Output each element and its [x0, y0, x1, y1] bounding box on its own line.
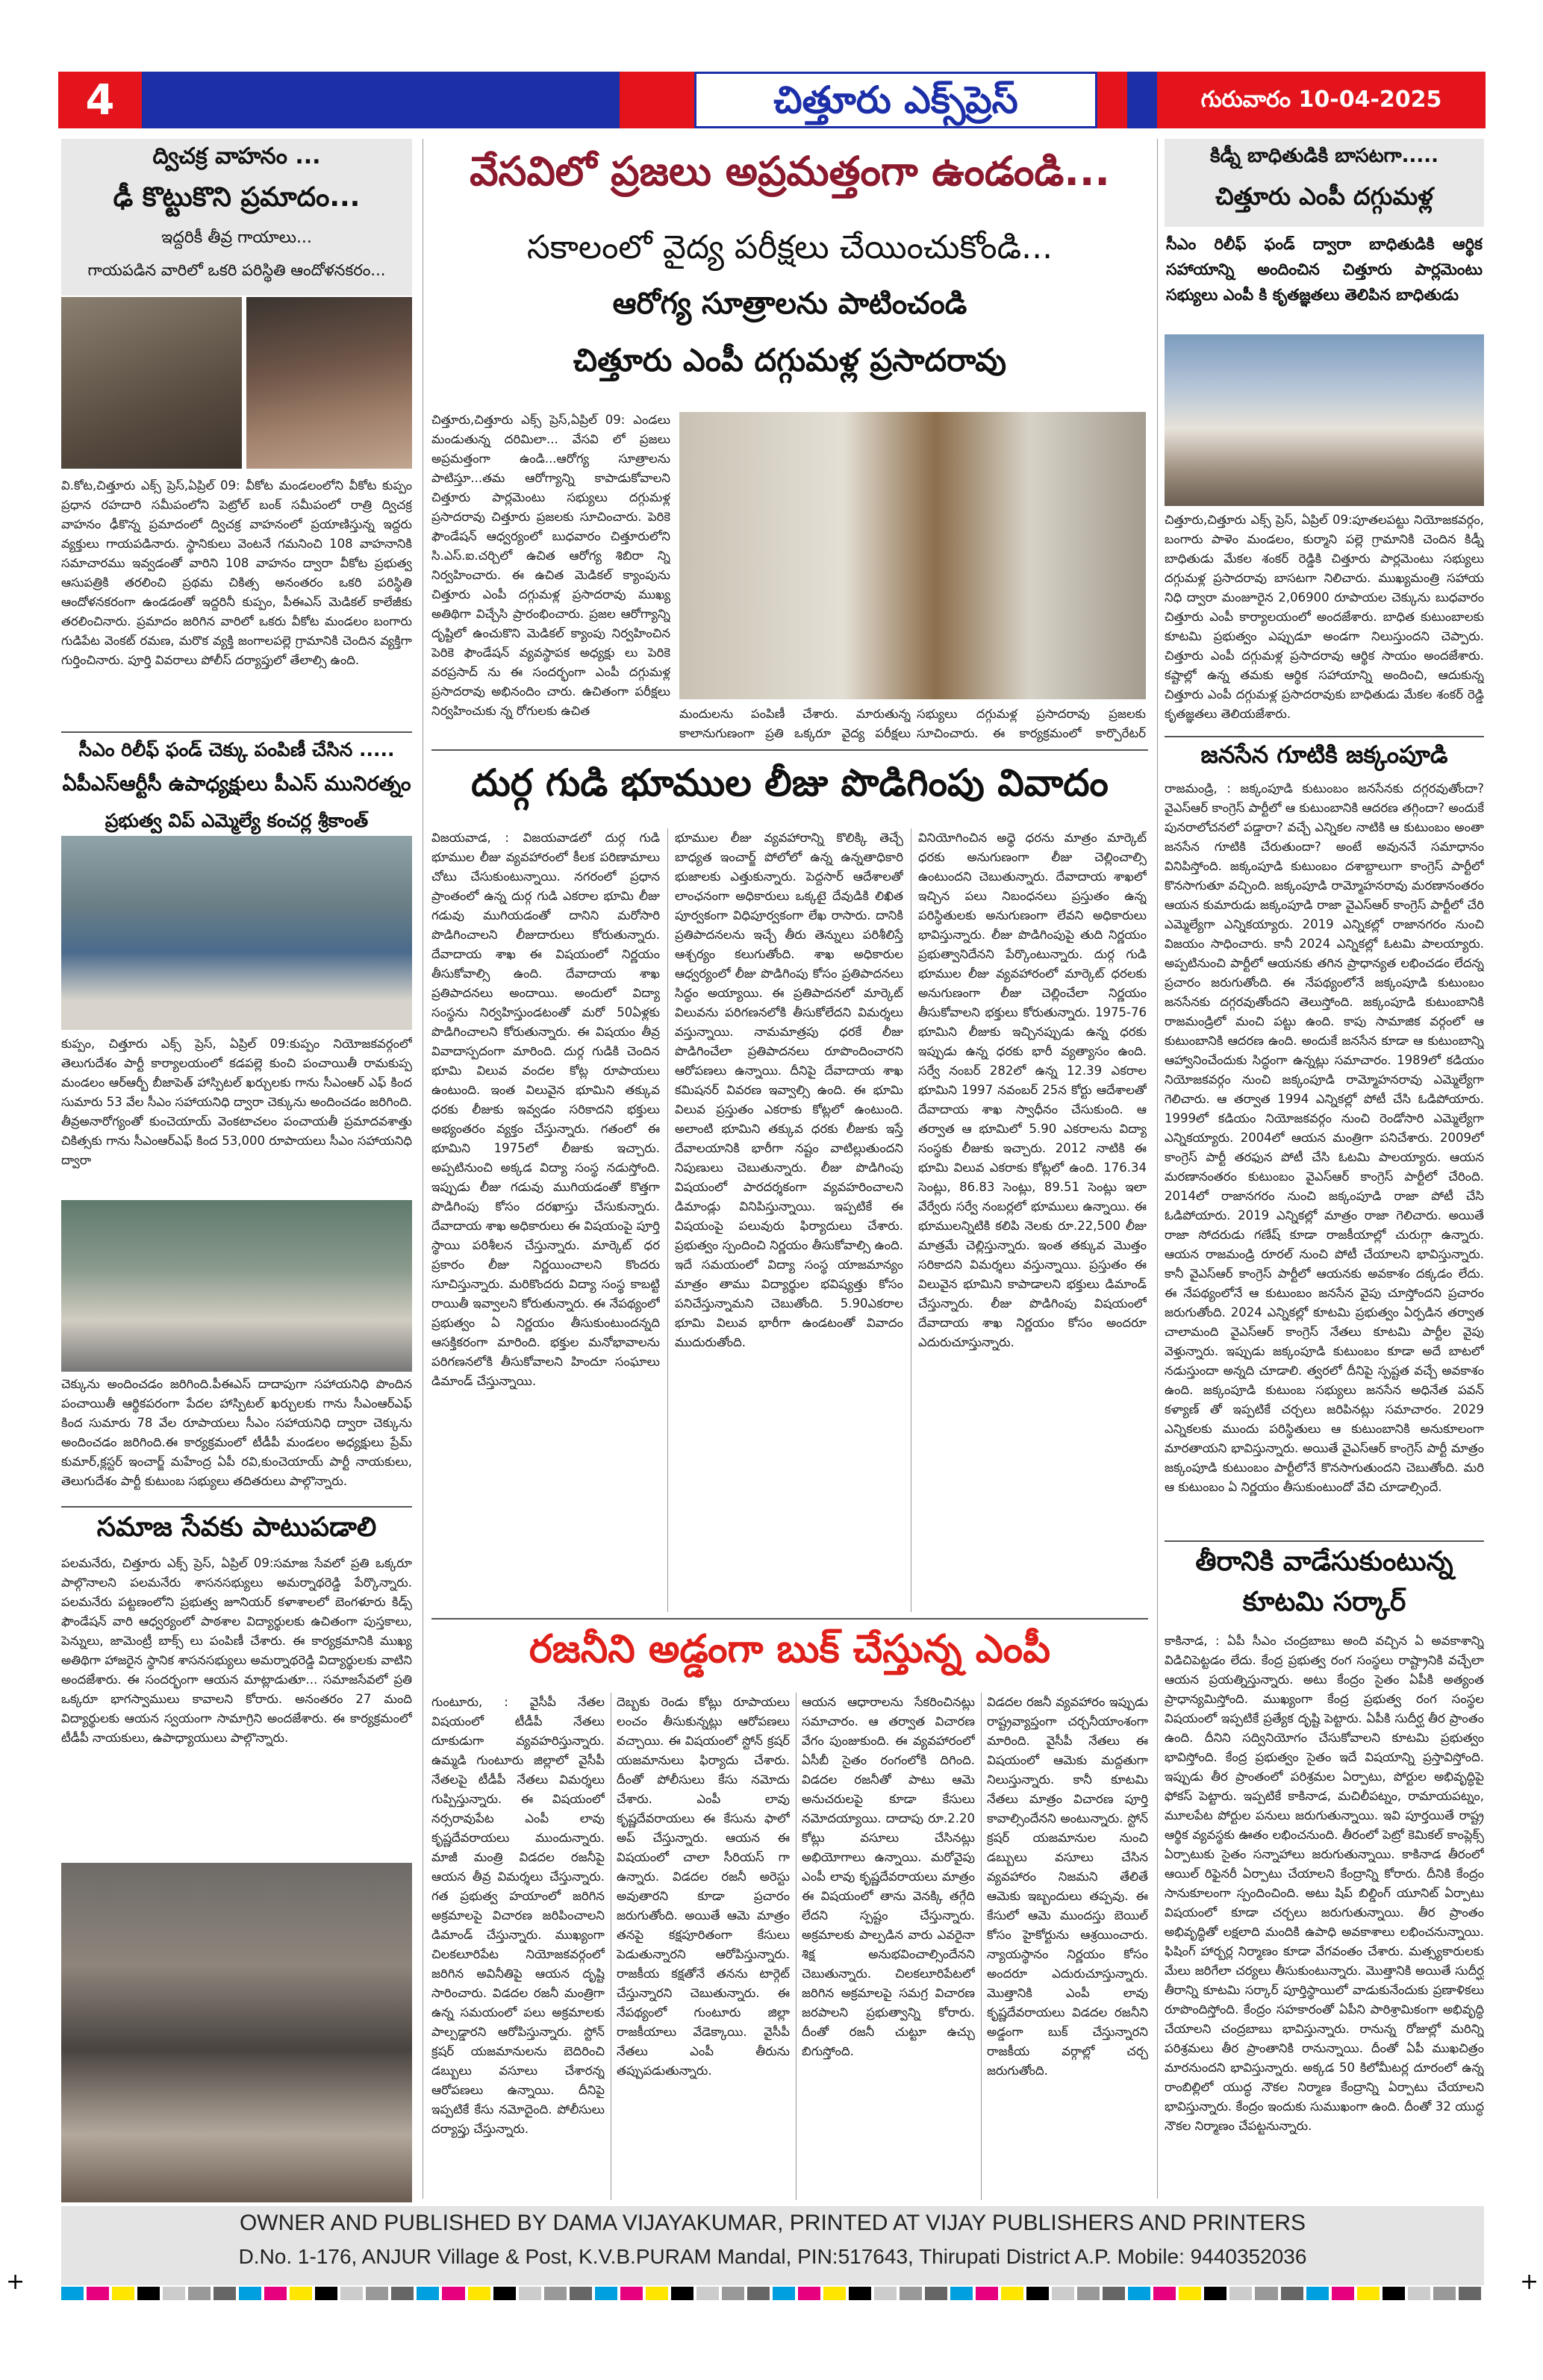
paper-name: చిత్తూరు ఎక్స్‌ప్రెస్ — [773, 78, 1018, 122]
color-bar-swatch — [519, 2287, 541, 2300]
color-bar-swatch — [671, 2287, 693, 2300]
left-story2-body — [61, 1034, 412, 1199]
color-bar-swatch — [87, 2287, 109, 2300]
lead-body-col3 — [917, 705, 1146, 746]
lead-body-col1 — [431, 410, 670, 743]
land-text-2: భూముల లీజు వ్యవహారాన్ని కొలిక్కి తెచ్చే బాధ్యత ఇంచార్జ్ పోలోలో ఉన్న ఉన్నతాధికారి భుజాలకు ఎత్తుకున్నారు. పెద్దసార్ ఆదేశాలతో లాంఛనంగా అధికారులు ఒక్కటై దేవుడికి లిఖిత పూర్వకంగా విధిపూర్వకంగా లేఖ రాసారు. దానికి ప్రతిపాదనలను ఇచ్చే తీరు తెన్నులు పరిశీలిస్తే ఆశ్చర్యం కలుగుతోంది. శాఖ అధికారుల ఆధ్వర్యంలో లీజు పొడిగింపు కోసం ప్రతిపాదనలు సిద్ధం అయ్యాయి. ఈ ప్రతిపాదనలో మార్కెట్ విలువను పరిగణనలోకి తీసుకోలేదని విమర్శలు వస్తున్నాయి. నామమాత్రపు ధరకే లీజు పొడిగించేలా ప్రతిపాదనలు రూపొందించారని ఆరోపణలు ఉన్నాయి. దీనిపై దేవాదాయ శాఖ కమిషనర్ వివరణ ఇవ్వాల్సి ఉంది. ఈ భూమి విలువ ప్రస్తుతం ఎకరాకు కోట్లలో ఉంటుంది. అలాంటి భూమిని తక్కువ ధరకు లీజుకు ఇస్తే దేవాలయానికి భారీగా నష్టం వాటిల్లుతుందని నిపుణులు చెబుతున్నారు. లీజు పొడిగింపు విషయంలో పారదర్శకంగా వ్యవహరించాలని డిమాండ్లు వినిపిస్తున్నాయి. ఇప్పటికే ఈ విషయంపై పలువురు ఫిర్యాదులు చేశారు. ప్రభుత్వం స్పందించి నిర్ణయం తీసుకోవాల్సి ఉంది. ఇదే సమయంలో విద్యా సంస్థ యాజమాన్యం మాత్రం తాము విద్యార్థుల భవిష్యత్తు కోసం పనిచేస్తున్నామని చెబుతోంది. 5.90ఎకరాల భూమి విలువ భారీగా ఉండటంతో వివాదం ముదురుతోంది. — [675, 831, 903, 1349]
color-bar-swatch — [722, 2287, 744, 2300]
color-bar-swatch — [544, 2287, 567, 2300]
left-story2-text: కుప్పం, చిత్తూరు ఎక్స్ ప్రెస్, ఏప్రిల్ 09:కుప్పం నియోజకవర్గంలో తెలుగుదేశం పార్టీ కార్యాలయంలో కడపల్లె కుంచి పంచాయితీ రామకుప్ప మండలం ఆర్ఆర్బీ బీజాపెత్ హాస్పిటల్ ఖర్చులకు గాను సీఎంఆర్ ఎఫ్ కింద సుమారు 53 వేల సీఎం సహాయనిధి ద్వారా చెక్కును అందించడం జరిగింది. తీవ్రఅనారోగ్యంతో కుంచెయాయ్ వెంకటాచలం పంచాయతీ ప్రమాదవశాత్తు చికిత్సకు గాను సీఎంఆర్ఎఫ్ కింద 53,000 రూపాయలు సీఎం సహాయనిధి ద్వారా — [61, 1037, 412, 1167]
color-bar-swatch — [1179, 2287, 1201, 2300]
color-bar-swatch — [570, 2287, 592, 2300]
cmrf-cheque-photo-2 — [61, 1200, 412, 1372]
student-distribution-photo — [61, 1863, 412, 2202]
color-bar-swatch — [213, 2287, 236, 2300]
right-story2-body — [1165, 779, 1484, 1537]
right-story2-headline: జనసేన గూటికి జక్కంపూడి — [1200, 740, 1448, 769]
color-bar-swatch — [1332, 2287, 1354, 2300]
color-bar-swatch — [747, 2287, 770, 2300]
color-bar-swatch — [1229, 2287, 1252, 2300]
rajani-body-col3 — [802, 1693, 975, 2200]
rajani-body-col1 — [431, 1693, 605, 2200]
left-story1-subhead1: ఇద్దరికీ తీవ్ర గాయాలు... — [161, 228, 312, 247]
color-bar-swatch — [1077, 2287, 1100, 2300]
lead-headline: వేసవిలో ప్రజలు అప్రమత్తంగా ఉండండి... — [470, 148, 1110, 195]
color-bar-swatch — [112, 2287, 134, 2300]
lead-rule — [431, 749, 1148, 751]
registration-mark-left: + — [6, 2269, 25, 2295]
land-body-col2 — [675, 828, 903, 1612]
left-story2-subhead: ప్రభుత్వ విప్ ఎమ్మెల్యే కంచర్ల శ్రీకాంత్ — [105, 810, 369, 831]
rajani-text-3: ఆయన ఆధారాలను సేకరించినట్లు సమాచారం. ఆ తర్వాత విచారణ వేగం పుంజుకుంది. ఈ వ్యవహారంలో ఏసీబీ సైతం రంగంలోకి దిగింది. విడదల రజనీతో పాటు ఆమె అనుచరులపై కూడా కేసులు నమోదయ్యాయి. దాదాపు రూ.2.20 కోట్లు వసూలు చేసినట్లు అభియోగాలు ఉన్నాయి. మరోవైపు ఎంపీ లావు కృష్ణదేవరాయలు మాత్రం ఈ విషయంలో తాను వెనక్కి తగ్గేది లేదని స్పష్టం చేస్తున్నారు. అక్రమాలకు పాల్పడిన వారు ఎవరైనా శిక్ష అనుభవించాల్సిందేనని చెబుతున్నారు. చిలకలూరిపేటలో జరిగిన అక్రమాలపై సమగ్ర విచారణ జరపాలని ప్రభుత్వాన్ని కోరారు. దీంతో రజనీ చుట్టూ ఉచ్చు బిగుస్తోంది. — [802, 1695, 975, 2058]
imprint-line-1: OWNER AND PUBLISHED BY DAMA VIJAYAKUMAR, PRINTED AT VIJAY PUBLISHERS AND PRINTERS — [239, 2211, 1306, 2235]
right-story3-text: కాకినాడ, : ఏపీ సీఎం చంద్రబాబు అంది వచ్చిన ఏ అవకాశాన్ని విడిచిపెట్టడం లేదు. కేంద్ర ప్రభుత్వ రంగ సంస్థలు రాష్ట్రానికి వచ్చేలా ఆయన ప్రయత్నిస్తున్నారు. అటు కేంద్రం సైతం ఏపీకి అత్యంత ప్రాధాన్యమిస్తోంది. ముఖ్యంగా కేంద్ర ప్రభుత్వ రంగ సంస్థల విషయంలో ఇప్పటికే ప్రత్యేక దృష్టి పెట్టారు. ఏపీకి సుదీర్ఘ తీర ప్రాంతం ఉంది. దీనిని సద్వినియోగం చేసుకోవాలని కూటమి ప్రభుత్వం భావిస్తోంది. కేంద్ర ప్రభుత్వం సైతం ఇదే విషయాన్ని ప్రస్తావిస్తోంది. ఇప్పుడు తీర ప్రాంతంలో పరిశ్రమల ఏర్పాటు, పోర్టుల అభివృద్ధిపై ఫోకస్ పెట్టారు. ఇప్పటికే కాకినాడ, మచిలీపట్నం, రామాయపట్నం, మూలపేట పోర్టుల పనులు జరుగుతున్నాయి. ఇవి పూర్తయితే రాష్ట్ర ఆర్థిక వ్యవస్థకు ఊతం లభించనుంది. తీరంలో పెట్రో కెమికల్ కాంప్లెక్స్ ఏర్పాటుకు సైతం సన్నాహాలు జరుగుతున్నాయి. కాకినాడ తీరంలో ఆయిల్ రిఫైనరీ ఏర్పాటు చేయాలని కేంద్రాన్ని కోరారు. దీనికి కేంద్రం సానుకూలంగా స్పందించింది. అటు షిప్ బిల్డింగ్ యూనిట్ ఏర్పాటు విషయంలో కూడా చర్చలు జరుగుతున్నాయి. తీర ప్రాంతం అభివృద్ధితో లక్షలాది మందికి ఉపాధి అవకాశాలు లభించనున్నాయి. ఫిషింగ్ హార్బర్ల నిర్మాణం కూడా వేగవంతం చేశారు. మత్స్యకారులకు మేలు జరిగేలా చర్యలు తీసుకుంటున్నారు. మొత్తానికి అయితే సుదీర్ఘ తీరాన్ని కూటమి సర్కార్ పూర్తిస్థాయిలో వాడుకునేందుకు ప్రణాళికలు రూపొందిస్తోంది. కేంద్రం సహకారంతో ఏపీని పారిశ్రామికంగా అభివృద్ధి చేయాలని చంద్రబాబు భావిస్తున్నారు. రానున్న రోజుల్లో మరిన్ని పరిశ్రమలు తీర ప్రాంతానికి రానున్నాయి. దీంతో ఏపీ ముఖచిత్రం మారనుందని భావిస్తున్నారు. అక్కడ 50 కిలోమీటర్ల దూరంలో ఉన్న రాంబిల్లిలో యుద్ధ నౌకల నిర్మాణ కేంద్రాన్ని ఏర్పాటు చేయాలని భావిస్తున్నారు. కేంద్రం ఇందుకు సుముఖంగా ఉంది. దీంతో 32 యుద్ధ నౌకల నిర్మాణం చేపట్టనున్నారు. — [1165, 1634, 1484, 2133]
right-story3-headline-2: కూటమి సర్కార్ — [1242, 1587, 1406, 1617]
print-color-bar — [61, 2287, 1484, 2300]
land-body-col3 — [918, 828, 1147, 1612]
lead-body-col2 — [679, 705, 911, 746]
color-bar-swatch — [417, 2287, 439, 2300]
rajani-text-4: విడదల రజనీ వ్యవహారం ఇప్పుడు రాష్ట్రవ్యాప్తంగా చర్చనీయాంశంగా మారింది. వైసీపీ నేతలు ఈ విషయంలో ఆమెకు మద్దతుగా నిలుస్తున్నారు. కానీ కూటమి నేతలు మాత్రం విచారణ పూర్తి కావాల్సిందేనని అంటున్నారు. స్టోన్ క్రషర్ యజమానుల నుంచి డబ్బులు వసూలు చేసిన వ్యవహారం నిజమని తేలితే ఆమెకు ఇబ్బందులు తప్పవు. ఈ కేసులో ఆమె ముందస్తు బెయిల్ కోసం హైకోర్టును ఆశ్రయించారు. న్యాయస్థానం నిర్ణయం కోసం అందరూ ఎదురుచూస్తున్నారు. మొత్తానికి ఎంపీ లావు కృష్ణదేవరాయలు విడదల రజనీని అడ్డంగా బుక్ చేస్తున్నారని రాజకీయ వర్గాల్లో చర్చ జరుగుతోంది. — [987, 1695, 1148, 2078]
color-bar-swatch — [1459, 2287, 1481, 2300]
page-number: 4 — [85, 76, 115, 125]
left-story2-body2 — [61, 1375, 412, 1505]
left-story2-kicker: సీఎం రిలీఫ్ ఫండ్ చెక్కు పంపిణీ చేసిన ..... — [78, 739, 395, 760]
land-headline: దుర్గ గుడి భూముల లీజు పొడిగింపు వివాదం — [471, 761, 1109, 805]
color-bar-swatch — [315, 2287, 337, 2300]
color-bar-swatch — [620, 2287, 643, 2300]
injured-person-photo — [61, 297, 242, 469]
masthead — [58, 72, 1486, 128]
left-story1-kicker: ద్విచక్ర వాహనం ... — [152, 143, 321, 169]
left-rule2 — [61, 1506, 412, 1508]
land-text-1: విజయవాడ, : విజయవాడలో దుర్గ గుడి భూముల లీజు వ్యవహారంలో కీలక పరిణామాలు చోటు చేసుకుంటున్నాయి. నగరంలో ప్రధాన ప్రాంతంలో ఉన్న దుర్గ గుడి ఎకరాల భూమి లీజు గడువు ముగియడంతో దానిని మరోసారి పొడిగించాలని లీజుదారులు కోరుతున్నారు. దేవాదాయ శాఖ ఈ విషయంలో నిర్ణయం తీసుకోవాల్సి ఉంది. దేవాదాయ శాఖ ప్రతిపాదనలు అందాయి. అందులో విద్యా సంస్థను నిర్వహిస్తుండటంతో మరో 50ఏళ్లకు పొడిగించాలని కోరుతున్నారు. ఈ విషయం తీవ్ర వివాదాస్పదంగా మారింది. దుర్గ గుడికి చెందిన భూమి విలువ వందల కోట్ల రూపాయలు ఉంటుంది. ఇంత విలువైన భూమిని తక్కువ ధరకు లీజుకు ఇవ్వడం సరికాదని భక్తులు అభ్యంతరం వ్యక్తం చేస్తున్నారు. గతంలో ఈ భూమిని 1975లో లీజుకు ఇచ్చారు. అప్పటినుంచి అక్కడ విద్యా సంస్థ నడుస్తోంది. ఇప్పుడు లీజు గడువు ముగియడంతో కొత్తగా పొడిగింపు కోసం దరఖాస్తు చేసుకున్నారు. దేవాదాయ శాఖ అధికారులు ఈ విషయంపై పూర్తి స్థాయి పరిశీలన చేస్తున్నారు. మార్కెట్ ధర ప్రకారం లీజు నిర్ణయించాలని కొందరు సూచిస్తున్నారు. మరికొందరు విద్యా సంస్థ కాబట్టి రాయితీ ఇవ్వాలని కోరుతున్నారు. ఈ నేపథ్యంలో ప్రభుత్వం ఏ నిర్ణయం తీసుకుంటుందన్నది ఆసక్తికరంగా మారింది. భక్తుల మనోభావాలను పరిగణనలోకి తీసుకోవాలని హిందూ సంఘాలు డిమాండ్ చేస్తున్నాయి. — [431, 831, 660, 1388]
right-story1-text: చిత్తూరు,చిత్తూరు ఎక్స్ ప్రెస్, ఏప్రిల్ 09:పూతలపట్టు నియోజకవర్గం, బంగారు పాళెం మండలం, కుర్మాని పల్లె గ్రామానికి చెందిన కిడ్నీ బాధితుడు మేకల శంకర్ రెడ్డికి చిత్తూరు పార్లమెంటు సభ్యులు దగ్గుమళ్ల ప్రసాదరావు బాసటగా నిలిచారు. ముఖ్యమంత్రి సహాయ నిధి ద్వారా మంజూరైన 2,06900 రూపాయల చెక్కును బుధవారం చిత్తూరు ఎంపీ కార్యాలయంలో అందజేశారు. బాధిత కుటుంబాలకు కూటమి ప్రభుత్వం ఎప్పుడూ అండగా నిలుస్తుందని చెప్పారు. చిత్తూరు ఎంపీ దగ్గుమళ్ల ప్రసాదరావు ఆర్థిక సాయం అందజేశారు. కష్టాల్లో ఉన్న తమకు ఆర్థిక సహాయాన్ని అందించి, ఆదుకున్న చిత్తూరు ఎంపీ దగ్గుమళ్ల ప్రసాదరావుకు బాధితుడు మేకల శంకర్ రెడ్డి కృతజ్ఞతలు తెలియజేశారు. — [1165, 513, 1484, 721]
color-bar-swatch — [239, 2287, 261, 2300]
color-bar-swatch — [442, 2287, 464, 2300]
color-bar-swatch — [366, 2287, 388, 2300]
color-bar-swatch — [1052, 2287, 1074, 2300]
color-bar-swatch — [696, 2287, 719, 2300]
injured-face-photo — [246, 297, 412, 469]
color-bar-swatch — [1026, 2287, 1049, 2300]
rajani-text-2: దెబ్బకు రెండు కోట్లు రూపాయలు లంచం తీసుకున్నట్లు ఆరోపణలు వచ్చాయి. ఈ విషయంలో స్టోన్ క్రషర్ యజమానులు ఫిర్యాదు చేశారు. దీంతో పోలీసులు కేసు నమోదు చేశారు. ఎంపీ లావు కృష్ణదేవరాయలు ఈ కేసును ఫాలో అప్ చేస్తున్నారు. ఆయన ఈ విషయంలో చాలా సీరియస్ గా ఉన్నారు. విడదల రజనీ అరెస్టు అవుతారని కూడా ప్రచారం జరుగుతోంది. అయితే ఆమె మాత్రం తనపై కక్షపూరితంగా కేసులు పెడుతున్నారని ఆరోపిస్తున్నారు. రాజకీయ కక్షతోనే తనను టార్గెట్ చేస్తున్నారని చెబుతున్నారు. ఈ నేపథ్యంలో గుంటూరు జిల్లా రాజకీయాలు వేడెక్కాయి. వైసీపీ నేతలు ఎంపీ తీరును తప్పుపడుతున్నారు. — [617, 1695, 790, 2078]
color-bar-swatch — [493, 2287, 516, 2300]
land-body-col1 — [431, 828, 660, 1612]
color-bar-swatch — [1001, 2287, 1023, 2300]
color-bar-swatch — [163, 2287, 185, 2300]
rajani-body-col2 — [617, 1693, 790, 2200]
left-story1-headline: ఢీ కొట్టుకొని ప్రమాదం... — [113, 182, 361, 213]
lead-text-2: మందులను పంపిణీ చేశారు. మారుతున్న కాలానుగుణంగా ప్రతి ఒక్కరూ వైద్య పరీక్షలు — [679, 707, 911, 740]
color-bar-swatch — [900, 2287, 922, 2300]
right-story3-body — [1165, 1631, 1484, 2199]
rajani-headline: రజనీని అడ్డంగా బుక్ చేస్తున్న ఎంపీ — [529, 1627, 1051, 1672]
cmrf-cheque-photo-1 — [61, 836, 412, 1030]
color-bar-swatch — [773, 2287, 795, 2300]
land-text-3: వినియోగించిన అధ్ధె ధరను మాత్రం మార్కెట్ ధరకు అనుగుణంగా లీజు చెల్లించాల్సి ఉంటుందని చెబుతున్నారు. దేవాదాయ శాఖలో ఇచ్చిన పలు నిబంధనలు ప్రస్తుతం ఉన్న పరిస్థితులకు అనుగుణంగా లేవని అధికారులు భావిస్తున్నారు. లీజు పొడిగింపుపై తుది నిర్ణయం ప్రభుత్వానిదేనని పేర్కొంటున్నారు. దుర్గ గుడి భూముల లీజు వ్యవహారంలో మార్కెట్ ధరలకు అనుగుణంగా లీజు చెల్లించేలా నిర్ణయం తీసుకోవాలని భక్తులు కోరుతున్నారు. 1975-76 భూమిని లీజుకు ఇచ్చినప్పుడు ఉన్న ధరకు ఇప్పుడు ఉన్న ధరకు భారీ వ్యత్యాసం ఉంది. సర్వే నంబర్ 282లో ఉన్న 12.39 ఎకరాల భూమిని 1997 నవంబర్ 25న కోర్టు ఆదేశాలతో దేవాదాయ శాఖ స్వాధీనం చేసుకుంది. ఆ తర్వాత ఆ భూమిలో 5.90 ఎకరాలను విద్యా సంస్థకు లీజుకు ఇచ్చారు. 2012 నాటికి ఈ భూమి విలువ ఎకరాకు కోట్లలో ఉంది. 176.34 సెంట్లు, 86.83 సెంట్లు, 89.51 సెంట్లు ఇలా వేర్వేరు సర్వే నంబర్లలో భూములు ఉన్నాయి. ఈ భూములన్నిటికి కలిపి నెలకు రూ.22,500 లీజు మాత్రమే చెల్లిస్తున్నారు. ఇంత తక్కువ మొత్తం సరికాదని విమర్శలు వస్తున్నాయి. ప్రస్తుతం ఈ విలువైన భూమిని కాపాడాలని భక్తులు డిమాండ్ చేస్తున్నారు. లీజు పొడిగింపు విషయంలో దేవాదాయ శాఖ నిర్ణయం కోసం అందరూ ఎదురుచూస్తున్నారు. — [918, 831, 1147, 1349]
color-bar-swatch — [823, 2287, 846, 2300]
left-story3-body — [61, 1554, 412, 1858]
right-story3-headline-1: తీరానికి వాడేసుకుంటున్న — [1195, 1546, 1453, 1577]
color-bar-swatch — [1281, 2287, 1303, 2300]
color-bar-swatch — [1357, 2287, 1380, 2300]
right-story1-headline: చిత్తూరు ఎంపీ దగ్గుమళ్ల — [1215, 182, 1433, 210]
lead-deck-3: చిత్తూరు ఎంపీ దగ్గుమళ్ల ప్రసాదరావు — [573, 342, 1007, 378]
rajani-body-col4 — [987, 1693, 1148, 2200]
color-bar-swatch — [1103, 2287, 1125, 2300]
right-rule1 — [1165, 736, 1484, 737]
left-story1-subhead2: గాయపడిన వారిలో ఒకరి పరిస్థితి ఆందోళనకరం... — [87, 261, 386, 279]
land-rule — [431, 1618, 1148, 1620]
color-bar-swatch — [1306, 2287, 1329, 2300]
color-bar-swatch — [468, 2287, 490, 2300]
left-story3-headline: సమాజ సేవకు పాటుపడాలి — [96, 1512, 377, 1543]
left-story1-body — [61, 476, 412, 730]
left-story3-text: పలమనేరు, చిత్తూరు ఎక్స్ ప్రెస్, ఏప్రిల్ 09:సమాజ సేవలో ప్రతి ఒక్కరూ పాల్గొనాలని పలమనేరు శాసనసభ్యులు అమర్నాథరెడ్డి పేర్కొన్నారు. పలమనేరు పట్టణంలోని ప్రభుత్వ జూనియర్ కళాశాలలో బెంగళూరు కిడ్స్ ఫౌండేషన్ వారి ఆధ్వర్యంలో పాఠశాల విద్యార్థులకు ఉచితంగా పుస్తకాలు, పెన్నులు, జామెంట్రీ బాక్స్ లు పంపిణీ చేశారు. ఈ కార్యక్రమానికి ముఖ్య అతిథిగా హాజరైన స్థానిక శాసనసభ్యులు అమర్నాథరెడ్డి విద్యార్థులకు వాటిని అందజేశారు. ఈ సందర్భంగా ఆయన మాట్లాడుతూ... సమాజసేవలో ప్రతి ఒక్కరూ భాగస్వాములు కావాలని కోరారు. అనంతరం 27 మంది విద్యార్థులకు ఆయన స్వయంగా సామాగ్రిని అందజేశారు. ఈ కార్యక్రమంలో టీడీపీ నాయకులు, ఉపాధ్యాయులు పాల్గొన్నారు. — [61, 1556, 412, 1745]
color-bar-swatch — [849, 2287, 871, 2300]
color-bar-swatch — [391, 2287, 414, 2300]
mp-cheque-handover-photo — [679, 412, 1146, 699]
lead-deck-2: ఆరోగ్య సూత్రాలను పాటించండి — [612, 287, 967, 321]
right-col-divider — [1157, 139, 1158, 2199]
color-bar-swatch — [925, 2287, 947, 2300]
left-story1-text: వి.కోట,చిత్తూరు ఎక్స్ ప్రెస్,ఏప్రిల్ 09: వీకోట మండలంలోని వీకోట కుప్పం ప్రధాన రహదారి సమీపంలోని పెట్రోల్ బంక్ సమీపంలో రాత్రి ద్విచక్ర వాహనం ఢీకొన్న ప్రమాదంలో ద్విచక్ర వాహనంలో ప్రయాణిస్తున్న ఇద్దరు వ్యక్తులు గాయపడినారు. స్థానికులు వెంటనే గమనించి 108 వాహనానికి సమాచారము ఇవ్వడంతో వారిని 108 వాహనం ద్వారా వీకోట ప్రభుత్వ ఆసుపత్రికి తరలించి ప్రథమ చికిత్స అనంతరం ఒకరి పరిస్థితి ఆందోళనకరంగా ఉండడంతో ఇద్దరినీ కుప్పం, పీఈఎస్ మెడికల్ కాలేజీకు తరలించినారు. ప్రమాదం జరిగిన వారిలో ఒకరు వీకోట మండలం బంగారు గుడిపేట వెంకట్ రమణ, మరొక వ్యక్తి జంగాలపల్లె గ్రామానికి చెందిన వ్యక్తిగా గుర్తించినారు. పూర్తి వివరాలు పోలీస్ దర్యాప్తులో తేలాల్సి ఉంది. — [61, 478, 412, 667]
registration-mark-right: + — [1520, 2269, 1539, 2295]
left-rule1 — [61, 731, 412, 733]
color-bar-swatch — [976, 2287, 998, 2300]
right-story1-deck: సీఎం రిలీఫ్ ఫండ్ ద్వారా బాధితుడికి ఆర్థిక సహాయాన్ని అందించిన చిత్తూరు పార్లమెంటు సభ్యులు ఎంపీ కి కృతజ్ఞతలు తెలిపిన బాధితుడు — [1166, 235, 1483, 304]
lead-deck-1: సకాలంలో వైద్య పరీక్షలు చేయించుకోండి... — [526, 228, 1053, 266]
right-story1-body — [1165, 510, 1484, 734]
kidney-patient-cheque-photo — [1165, 334, 1484, 506]
right-rule2 — [1165, 1540, 1484, 1542]
color-bar-swatch — [137, 2287, 160, 2300]
lead-text-1: చిత్తూరు,చిత్తూరు ఎక్స్ ప్రెస్,ఏప్రిల్ 09: ఎండలు మండుతున్న దరిమిలా... వేసవి లో ప్రజలు అప్రమత్తంగా ఉండి...ఆరోగ్య సూత్రాలను పాటిస్తూ...తమ ఆరోగ్యాన్ని కాపాడుకోవాలని చిత్తూరు పార్లమెంటు సభ్యులు దగ్గుమళ్ల ప్రసాదరావు చిత్తూరు ప్రజలకు సూచించారు. పెరికె ఫౌండేషన్ ఆధ్వర్యంలో బుధవారం చిత్తూరులోని సి.ఎస్.ఐ.చర్చిలో ఉచిత ఆరోగ్య శిబిరా న్ని నిర్వహించారు. ఈ ఉచిత మెడికల్ క్యాంపును చిత్తూరు ఎంపీ దగ్గుమళ్ల ప్రసాదరావు ముఖ్య అతిథిగా విచ్చేసి ప్రారంభించారు. ప్రజల ఆరోగ్యాన్ని దృష్టిలో ఉంచుకొని మెడికల్ క్యాంపు నిర్వహించిన పెరికె ఫౌండేషన్ వ్యవస్థాపక అధ్యక్షు లు పెరికె వరప్రసాద్ ను ఈ సందర్భంగా ఎంపీ దగ్గుమళ్ల ప్రసాదరావు అభినందిం చారు. ఉచితంగా పరీక్షలు నిర్వహించుకు న్న రోగులకు ఉచిత — [431, 413, 670, 718]
color-bar-swatch — [798, 2287, 820, 2300]
color-bar-swatch — [1204, 2287, 1226, 2300]
color-bar-swatch — [1128, 2287, 1150, 2300]
color-bar-swatch — [1383, 2287, 1405, 2300]
land-col-divider-1 — [667, 828, 668, 1612]
masthead-bar-blue-left — [142, 72, 620, 128]
color-bar-swatch — [1408, 2287, 1430, 2300]
color-bar-swatch — [646, 2287, 668, 2300]
color-bar-swatch — [595, 2287, 617, 2300]
rajani-col-divider-2 — [796, 1693, 797, 2200]
left-story2-text2: చెక్కును అందించడం జరిగింది.పీఈఎస్ దాదాపుగా సహాయనిధి పొందిన పంచాయితీ ఆర్థికపరంగా పేదల హాస్పిటల్ ఖర్చులకు గాను సీఎంఆర్ఎఫ్ కింద సుమారు 78 వేల రూపాయలు సీఎం సహాయనిధి ద్వారా చెక్కును అందించడం జరిగింది.ఈ కార్యక్రమంలో టీడీపీ మండలం అధ్యక్షులు ప్రేమ్ కుమార్,క్లస్టర్ ఇంచార్జ్ మహేంద్ర ఏపీ రవి,కుంచెయాయ్ పార్టీ నాయకులు, తెలుగుదేశం పార్టీ కుటుంబ సభ్యులు తదితరులు పాల్గొన్నారు. — [61, 1377, 412, 1488]
color-bar-swatch — [340, 2287, 363, 2300]
color-bar-swatch — [264, 2287, 287, 2300]
rajani-col-divider-3 — [981, 1693, 982, 2200]
color-bar-swatch — [874, 2287, 897, 2300]
masthead-bar-blue-right — [1127, 72, 1157, 128]
masthead-bar-red-left — [620, 72, 694, 128]
rajani-text-1: గుంటూరు, : వైసీపీ నేతల విషయంలో టీడీపీ నేతలు దూకుడుగా వ్యవహరిస్తున్నారు. ఉమ్మడి గుంటూరు జిల్లాలో వైసీపీ నేతలపై టీడీపీ నేతలు విమర్శలు గుప్పిస్తున్నారు. ఈ విషయంలో నర్సరావుపేట ఎంపీ లావు కృష్ణదేవరాయలు ముందున్నారు. మాజీ మంత్రి విడదల రజనీపై ఆయన తీవ్ర విమర్శలు చేస్తున్నారు. గత ప్రభుత్వ హయాంలో జరిగిన అక్రమాలపై విచారణ జరిపించాలని డిమాండ్ చేస్తున్నారు. ముఖ్యంగా చిలకలూరిపేట నియోజకవర్గంలో జరిగిన అవినీతిపై ఆయన దృష్టి సారించారు. విడదల రజనీ మంత్రిగా ఉన్న సమయంలో పలు అక్రమాలకు పాల్పడ్డారని ఆరోపిస్తున్నారు. స్టోన్ క్రషర్ యజమానులను బెదిరించి డబ్బులు వసూలు చేశారన్న ఆరోపణలు ఉన్నాయి. దీనిపై ఇప్పటికే కేసు నమోదైంది. పోలీసులు దర్యాప్తు చేస్తున్నారు. — [431, 1695, 605, 2136]
color-bar-swatch — [290, 2287, 312, 2300]
color-bar-swatch — [950, 2287, 973, 2300]
color-bar-swatch — [1433, 2287, 1456, 2300]
color-bar-swatch — [188, 2287, 211, 2300]
right-story2-text: రాజమండ్రి, : జక్కంపూడి కుటుంబం జనసేనకు దగ్గరవుతోందా? వైఎస్ఆర్ కాంగ్రెస్ పార్టీలో ఆ కుటుంబానికి ఆదరణ తగ్గిందా? అందుకే పునరాలోచనలో పడ్డారా? వచ్చే ఎన్నికల నాటికి ఆ కుటుంబం అంతా జనసేన గూటికి చేరుతుందా? అంటే అవుననే సమాధానం వినిపిస్తోంది. జక్కంపూడి కుటుంబం దశాబ్దాలుగా కాంగ్రెస్ పార్టీలో కొనసాగుతూ వచ్చింది. జక్కంపూడి రామ్మోహనరావు మరణానంతరం ఆయన కుమారుడు జక్కంపూడి రాజా వైఎస్ఆర్ కాంగ్రెస్ పార్టీలో చేరి ఎమ్మెల్యేగా ఎన్నికయ్యారు. 2019 ఎన్నికల్లో రాజానగరం నుంచి విజయం సాధించారు. కానీ 2024 ఎన్నికల్లో ఓటమి పాలయ్యారు. అప్పటినుంచి పార్టీలో ఆయనకు తగిన ప్రాధాన్యత లభించడం లేదన్న ప్రచారం జరుగుతోంది. ఈ నేపథ్యంలోనే జక్కంపూడి కుటుంబం జనసేనకు దగ్గరవుతోందని తెలుస్తోంది. జక్కంపూడి కుటుంబానికి రాజమండ్రిలో మంచి పట్టు ఉంది. కాపు సామాజిక వర్గంలో ఆ కుటుంబానికి ఆదరణ ఉంది. అందుకే జనసేన కూడా ఆ కుటుంబాన్ని ఆహ్వానించేందుకు సిద్ధంగా ఉన్నట్లు సమాచారం. 1989లో కడియం నియోజకవర్గం నుంచి జక్కంపూడి రామ్మోహనరావు ఎమ్మెల్యేగా గెలిచారు. ఆ తర్వాత 1994 ఎన్నికల్లో పోటీ చేసి ఓడిపోయారు. 1999లో కడియం నియోజకవర్గం నుంచి రెండోసారి ఎమ్మెల్యేగా ఎన్నికయ్యారు. 2004లో ఆయన మంత్రిగా పనిచేశారు. 2009లో కాంగ్రెస్ పార్టీ తరఫున పోటీ చేసి ఓటమి పాలయ్యారు. ఆయన మరణానంతరం కుటుంబం వైఎస్ఆర్ కాంగ్రెస్ పార్టీలో చేరింది. 2014లో రాజానగరం నుంచి జక్కంపూడి రాజా పోటీ చేసి ఓడిపోయారు. 2019 ఎన్నికల్లో మాత్రం రాజా గెలిచారు. అయితే రాజా సోదరుడు గణేష్ కూడా రాజకీయాల్లో చురుగ్గా ఉన్నారు. ఆయన రాజమండ్రి రూరల్ నుంచి పోటీ చేయాలని భావిస్తున్నారు. కానీ వైఎస్ఆర్ కాంగ్రెస్ పార్టీలో ఆయనకు అవకాశం దక్కడం లేదు. ఈ నేపథ్యంలోనే ఆ కుటుంబం జనసేన వైపు చూస్తోందని ప్రచారం జరుగుతోంది. 2024 ఎన్నికల్లో కూటమి ప్రభుత్వం ఏర్పడిన తర్వాత చాలామంది వైఎస్ఆర్ కాంగ్రెస్ నేతలు కూటమి పార్టీల వైపు వెళ్తున్నారు. ఇప్పుడు జక్కంపూడి కుటుంబం కూడా అదే బాటలో నడుస్తుందా అన్నది చూడాలి. త్వరలో దీనిపై స్పష్టత వచ్చే అవకాశం ఉంది. జక్కంపూడి కుటుంబ సభ్యులు జనసేన అధినేత పవన్ కళ్యాణ్ తో ఇప్పటికే చర్చలు జరిపినట్లు సమాచారం. 2029 ఎన్నికలకు ముందు పరిస్థితులు ఆ కుటుంబానికి అనుకూలంగా మారతాయని భావిస్తున్నారు. అయితే వైఎస్ఆర్ కాంగ్రెస్ పార్టీ మాత్రం జక్కంపూడి కుటుంబం పార్టీలోనే కొనసాగుతుందని చెబుతోంది. మరి ఆ కుటుంబం ఏ నిర్ణయం తీసుకుంటుందో వేచి చూడాల్సిందే. — [1165, 781, 1484, 1494]
color-bar-swatch — [1153, 2287, 1176, 2300]
color-bar-swatch — [1255, 2287, 1277, 2300]
masthead-bar-red-right — [1097, 72, 1127, 128]
issue-date: గురువారం 10-04-2025 — [1200, 87, 1442, 113]
imprint-line-2: D.No. 1-176, ANJUR Village & Post, K.V.B.PURAM Mandal, PIN:517643, Thirupati District A.P. Mobile: 9440352036 — [238, 2245, 1307, 2268]
lead-text-3: సభ్యులు దగ్గుమళ్ల ప్రసాదరావు ప్రజలకు సూచించారు. ఈ కార్యక్రమంలో కార్పొరేటర్ — [917, 707, 1146, 740]
right-story1-kicker: కిడ్నీ బాధితుడికి బాసటగా..... — [1209, 145, 1438, 167]
left-story2-headline: ఏపీఎస్ఆర్టీసీ ఉపాధ్యక్షులు పీఎస్ మునిరత్నం — [62, 772, 411, 796]
color-bar-swatch — [61, 2287, 84, 2300]
